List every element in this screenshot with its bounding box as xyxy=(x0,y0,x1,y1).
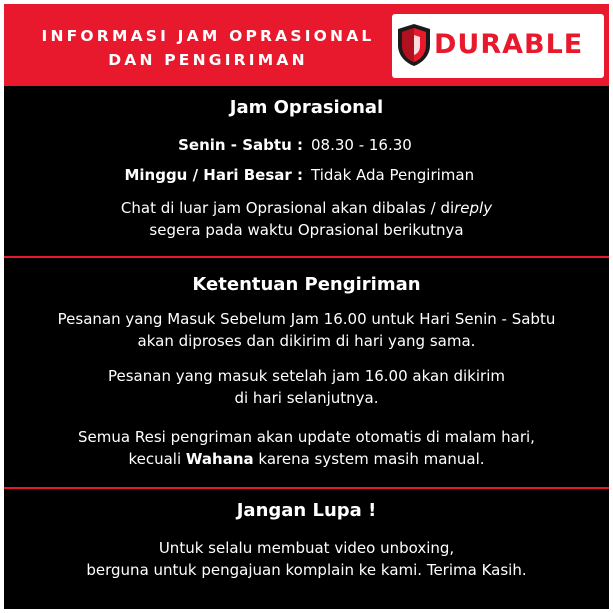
brand-logo-text: DURABLE xyxy=(434,29,584,60)
shipping-p1-line-1: Pesanan yang Masuk Sebelum Jam 16.00 untuk Hari Senin - Sabtu xyxy=(57,310,556,328)
header-title-line-2: DAN PENGIRIMAN xyxy=(108,51,308,69)
courier-name: Wahana xyxy=(185,450,254,468)
shipping-p2-line-2: di hari selanjutnya. xyxy=(234,389,379,407)
header-title-line-1: INFORMASI JAM OPRASIONAL xyxy=(41,27,375,45)
header-title xyxy=(26,24,390,72)
content-panel xyxy=(4,86,609,609)
shipping-title: Ketentuan Pengiriman xyxy=(192,274,421,295)
brand-logo xyxy=(392,14,604,78)
reminder-line-1: Untuk selalu membuat video unboxing, xyxy=(158,539,455,557)
operational-hours xyxy=(4,130,609,190)
operational-note-line-2: segera pada waktu Oprasional berikutnya xyxy=(149,221,464,239)
reminder-title: Jangan Lupa ! xyxy=(236,500,377,521)
shipping-p3-line-1: Semua Resi pengriman akan update otomatis di malam hari, xyxy=(78,428,535,446)
shield-icon xyxy=(396,23,432,67)
shipping-p3-text: karena system masih manual. xyxy=(253,450,485,468)
shipping-p1-line-2: akan diproses dan dikirim di hari yang sama. xyxy=(137,332,476,350)
section-divider xyxy=(4,487,609,489)
hours-row-holiday xyxy=(4,160,609,190)
reminder-line-2: berguna untuk pengajuan komplain ke kami. Terima Kasih. xyxy=(86,561,527,579)
hours-value: Tidak Ada Pengiriman xyxy=(311,166,475,184)
operational-note-text: Chat di luar jam Oprasional akan dibalas / di xyxy=(120,199,455,217)
shipping-p3-line-2 xyxy=(4,448,609,470)
section-divider xyxy=(4,256,609,258)
operational-note-line-1 xyxy=(4,197,609,219)
shipping-p2-line-1: Pesanan yang masuk setelah jam 16.00 akan dikirim xyxy=(108,367,505,385)
hours-label: Senin - Sabtu : xyxy=(178,136,303,154)
shipping-p3-text: kecuali xyxy=(128,450,186,468)
hours-label: Minggu / Hari Besar : xyxy=(124,166,303,184)
hours-value: 08.30 - 16.30 xyxy=(311,136,412,154)
header-banner xyxy=(4,4,609,86)
operational-note-italic: reply xyxy=(454,199,493,217)
operational-title: Jam Oprasional xyxy=(229,97,384,118)
hours-row-weekday xyxy=(4,130,609,160)
